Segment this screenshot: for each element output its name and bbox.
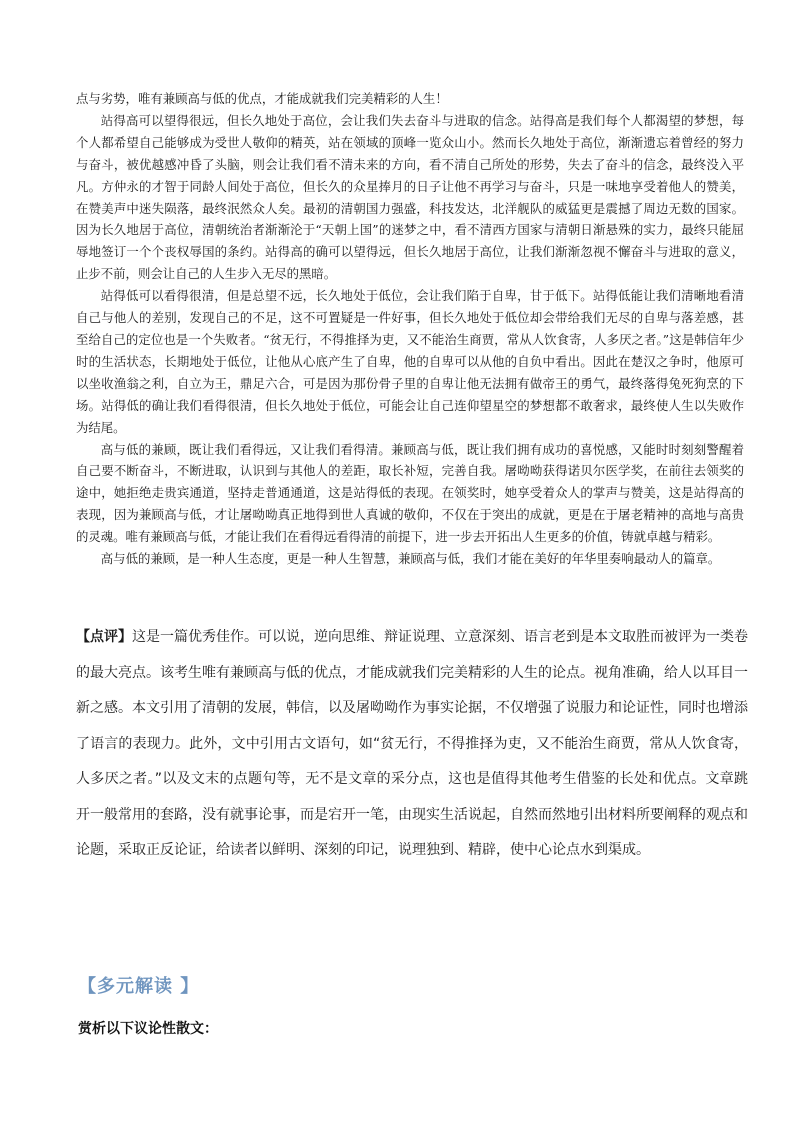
commentary-text: 这是一篇优秀佳作。可以说，逆向思维、辩证说理、立意深刻、语言老到是本文取胜而被评为一类卷的最大亮点。该考生唯有兼顾高与低的优点，才能成就我们完美精彩的人生的论点。视角准确，给人以耳目一新之感。本文引用了清朝的发展，韩信，以及屠呦呦作为事实论据，不仅增强了说服力和论证性，同时也增添了语言的表现力。此外，文中引用古文语句，如“贫无行，不得推择为吏，又不能治生商贾，常从人饮食寄，人多厌之者。”以及文末的点题句等，无不是文章的采分点，这也是值得其他考生借鉴的长处和优点。文章跳开一般常用的套路，没有就事论事，而是宕开一笔，由现实生活说起，自然而然地引出材料所要阐释的观点和论题，采取正反论证，给读者以鲜明、深刻的印记，说理独到、精辟，使中心论点水到渠成。 — [76, 629, 748, 858]
essay-paragraph: 点与劣势，唯有兼顾高与低的优点，才能成就我们完美精彩的人生！ — [76, 91, 448, 106]
essay-paragraph: 高与低的兼顾，既让我们看得远，又让我们看得清。兼顾高与低，既让我们拥有成功的喜悦感，又能时时刻刻警醒着自己要不断奋斗，不断进取，认识到与其他人的差距，取长补短，完善自我。屠呦呦获得诺贝尔医学奖，在前往去领奖的途中，她拒绝走贵宾通道，坚持走普通通道，这是站得低的表现。在领奖时，她享受着众人的掌声与赞美，这是站得高的表现，因为兼顾高与低，才让屠呦呦真正地得到世人真诚的敬仰，不仅在于突出的成就，更是在于屠老精神的高地与高贵的灵魂。唯有兼顾高与低，才能让我们在看得远看得清的前提下，进一步去开拓出人生更多的价值，铸就卓越与精彩。 — [76, 441, 744, 545]
essay-body — [76, 88, 744, 570]
commentary-paragraph — [76, 620, 748, 869]
essay-paragraph: 高与低的兼顾，是一种人生态度，更是一种人生智慧，兼顾高与低，我们才能在美好的年华里奏响最动人的篇章。 — [100, 551, 721, 567]
section-heading: 【多元解读 】 — [78, 976, 200, 997]
commentary-label: 【点评】 — [76, 629, 132, 645]
essay-paragraph: 站得高可以望得很远，但长久地处于高位，会让我们失去奋斗与进取的信念。站得高是我们每个人都渴望的梦想，每个人都希望自己能够成为受世人敬仰的精英，站在领域的顶峰一览众山小。然而长久地处于高位，渐渐遗忘着曾经的努力与奋斗，被优越感冲昏了头脑，则会让我们看不清未来的方向，看不清自己所处的形势，失去了奋斗的信念，最终没入平凡。方仲永的才智于同龄人间处于高位，但长久的众星捧月的日子让他不再学习与奋斗，只是一味地享受着他人的赞美，在赞美声中迷失陨落，最终泯然众人矣。最初的清朝国力强盛，科技发达，北洋舰队的威猛更是震撼了周边无数的国家。因为长久地居于高位，清朝统治者渐渐沦于“天朝上国”的迷梦之中，看不清西方国家与清朝日渐悬殊的实力，最终只能屈辱地签订一个个丧权辱国的条约。站得高的确可以望得远，但长久地居于高位，让我们渐渐忽视不懈奋斗与进取的意义，止步不前，则会让自己的人生步入无尽的黑暗。 — [76, 112, 744, 282]
section-prompt: 赏析以下议论性散文： — [78, 1021, 218, 1037]
essay-paragraph: 站得低可以看得很清，但是总望不远，长久地处于低位，会让我们陷于自卑，甘于低下。站得低能让我们清晰地看清自己与他人的差别，发现自己的不足，这不可置疑是一件好事，但长久地处于低位却会带给我们无尽的自卑与落差感，甚至给自己的定位也是一个失败者。“贫无行，不得推择为吏，又不能治生商贾，常从人饮食寄，人多厌之者。”这是韩信年少时的生活状态，长期地处于低位，让他从心底产生了自卑，他的自卑可以从他的自负中看出。因此在楚汉之争时，他原可以坐收渔翁之利，自立为王，鼎足六合，可是因为那份骨子里的自卑让他无法拥有做帝王的勇气，最终落得兔死狗烹的下场。站得低的确让我们看得很清，但长久地处于低位，可能会让自己连仰望星空的梦想都不敢奢求，最终使人生以失败作为结尾。 — [76, 288, 744, 435]
